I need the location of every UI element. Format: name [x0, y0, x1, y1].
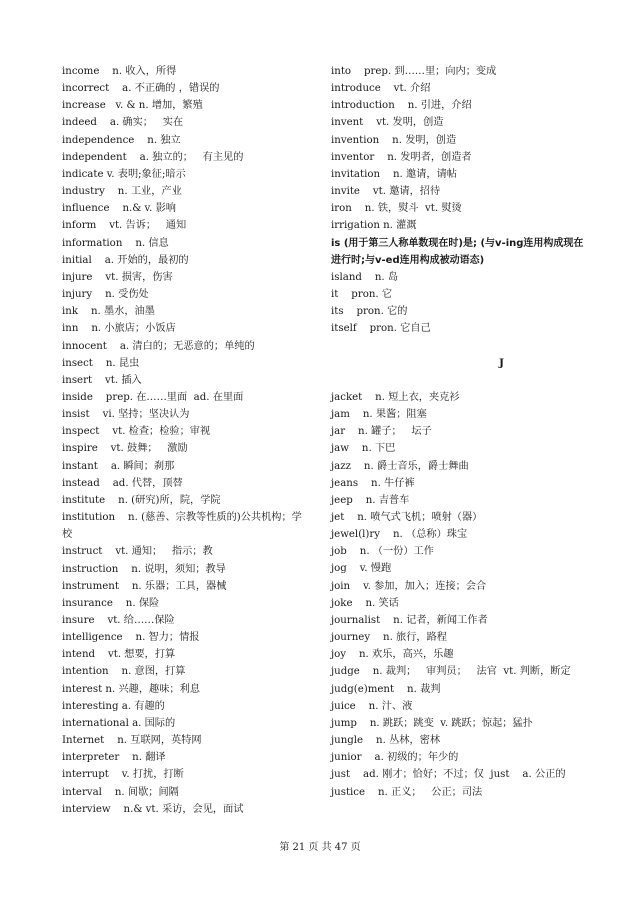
entry-just: just ad. 刚才；恰好；不过；仅 just a. 公正的 — [331, 769, 566, 781]
entry-jog: jog v. 慢跑 — [331, 563, 392, 575]
entry-jeans: jeans n. 牛仔裤 — [331, 477, 415, 489]
entry-institute: institute n. (研究)所，院，学院 — [62, 494, 221, 506]
entry-junior: junior a. 初级的；年少的 — [331, 752, 459, 764]
entry-independent: independent a. 独立的； 有主见的 — [62, 151, 244, 163]
entry-jewellry: jewel(l)ry n. （总称）珠宝 — [331, 529, 468, 541]
entry-indeed: indeed a. 确实； 实在 — [62, 117, 184, 129]
entry-justice: justice n. 正义； 公正；司法 — [331, 786, 483, 798]
entry-jungle: jungle n. 丛林，密林 — [331, 735, 441, 747]
entry-ink: ink n. 墨水，油墨 — [62, 306, 155, 318]
entry-inspire: inspire vt. 鼓舞； 激励 — [62, 443, 188, 455]
entry-inn: inn n. 小旅店；小饭店 — [62, 323, 176, 335]
entry-income: income n. 收入，所得 — [62, 66, 177, 77]
entry-jam: jam n. 果酱；阻塞 — [331, 409, 427, 421]
entry-insure: insure vt. 给……保险 — [62, 615, 175, 626]
section-heading-j: J — [499, 356, 504, 369]
entry-innocent: innocent a. 清白的；无恶意的；单纯的 — [62, 340, 255, 352]
entry-join: join v. 参加，加入；连接；会合 — [331, 580, 487, 592]
entry-jar: jar n. 罐子； 坛子 — [331, 426, 432, 438]
entry-invite: invite vt. 邀请，招待 — [331, 186, 441, 198]
entry-influence: influence n.& v. 影响 — [62, 203, 176, 215]
entry-job: job n. （一份）工作 — [331, 546, 434, 558]
entry-increase: increase v. & n. 增加，繁殖 — [62, 100, 203, 112]
entry-intend: intend vt. 想要，打算 — [62, 649, 176, 661]
entry-independence: independence n. 独立 — [62, 134, 181, 146]
entry-initial: initial a. 开始的，最初的 — [62, 254, 189, 266]
entry-invent: invent vt. 发明，创造 — [331, 117, 444, 129]
entry-jump: jump n. 跳跃；跳变 v. 跳跃；惊起；猛扑 — [331, 717, 533, 729]
entry-jacket: jacket n. 短上衣，夹克衫 — [331, 391, 460, 403]
entry-insist: insist vi. 坚持；坚决认为 — [62, 409, 190, 421]
entry-intention: intention n. 意图，打算 — [62, 666, 186, 678]
section-spacer — [331, 372, 593, 389]
entry-intelligence: intelligence n. 智力；情报 — [62, 632, 200, 644]
entry-inform: inform vt. 告诉； 通知 — [62, 220, 187, 232]
entry-industry: industry n. 工业，产业 — [62, 186, 182, 198]
entry-international: international a. 国际的 — [62, 717, 176, 729]
section-spacer — [331, 338, 593, 355]
entry-its: its pron. 它的 — [331, 306, 408, 318]
entry-interval: interval n. 间歇；间隔 — [62, 786, 179, 798]
right-column — [331, 63, 593, 801]
left-column — [62, 63, 312, 818]
entry-insert: insert vt. 插入 — [62, 374, 142, 386]
entry-invention: invention n. 发明，创造 — [331, 134, 457, 146]
entry-jeep: jeep n. 吉普车 — [331, 494, 410, 506]
entry-into: into prep. 到……里；向内；变成 — [331, 66, 497, 77]
entry-inspect: inspect vt. 检查；检验；审视 — [62, 426, 211, 438]
entry-interpreter: interpreter n. 翻译 — [62, 752, 166, 764]
entry-instruction: instruction n. 说明，须知；教导 — [62, 563, 226, 575]
entry-internet: Internet n. 互联网，英特网 — [62, 735, 202, 747]
entry-insurance: insurance n. 保险 — [62, 597, 160, 609]
entry-juice: juice n. 汁、液 — [331, 700, 413, 712]
entry-interest: interest n. 兴趣，趣味；利息 — [62, 683, 200, 695]
entry-jet: jet n. 喷气式飞机；喷射（器） — [331, 512, 483, 524]
entry-island: island n. 岛 — [331, 271, 399, 283]
entry-instant: instant a. 瞬间；刹那 — [62, 460, 175, 472]
entry-journalist: journalist n. 记者，新闻工作者 — [331, 614, 488, 626]
entry-joke: joke n. 笑话 — [331, 597, 399, 609]
entry-is: is (用于第三人称单数现在时)是; (与v-ing连用构成现在进行时;与v-ed连用构成被动语态) — [331, 237, 584, 266]
entry-institution: institution n. (慈善、宗教等性质的)公共机构；学校 — [62, 512, 302, 541]
entry-interrupt: interrupt v. 打扰，打断 — [62, 769, 184, 781]
entry-instruct: instruct vt. 通知； 指示；教 — [62, 546, 213, 558]
entry-injure: injure vt. 损害，伤害 — [62, 271, 173, 283]
entry-irrigation: irrigation n. 灌溉 — [331, 220, 417, 232]
entry-interesting: interesting a. 有趣的 — [62, 700, 165, 712]
entry-iron: iron n. 铁，熨斗 vt. 熨烫 — [331, 203, 462, 215]
entry-judgement: judg(e)ment n. 裁判 — [331, 683, 441, 695]
entry-insect: insect n. 昆虫 — [62, 357, 140, 369]
entry-itself: itself pron. 它自己 — [331, 323, 431, 335]
entry-introduce: introduce vt. 介绍 — [331, 83, 431, 95]
entry-inside: inside prep. 在……里面 ad. 在里面 — [62, 391, 244, 403]
entry-joy: joy n. 欢乐，高兴，乐趣 — [331, 649, 454, 661]
entry-invitation: invitation n. 邀请，请帖 — [331, 168, 457, 180]
entry-introduction: introduction n. 引进，介绍 — [331, 100, 472, 112]
entry-jaw: jaw n. 下巴 — [331, 443, 396, 455]
entry-instead: instead ad. 代替，顶替 — [62, 477, 183, 489]
entry-injury: injury n. 受伤处 — [62, 289, 149, 301]
entry-indicate: indicate v. 表明;象征;暗示 — [62, 168, 186, 180]
entry-instrument: instrument n. 乐器；工具，器械 — [62, 580, 227, 592]
entry-incorrect: incorrect a. 不正确的 ，错误的 — [62, 83, 220, 95]
entry-inventor: inventor n. 发明者，创造者 — [331, 151, 472, 163]
entry-information: information n. 信息 — [62, 237, 169, 249]
entry-interview: interview n.& vt. 采访，会见，面试 — [62, 803, 244, 815]
entry-judge: judge n. 裁判； 审判员； 法官 vt. 判断，断定 — [331, 666, 571, 678]
entry-it: it pron. 它 — [331, 289, 393, 301]
entry-jazz: jazz n. 爵士音乐，爵士舞曲 — [331, 460, 469, 472]
entry-journey: journey n. 旅行，路程 — [331, 632, 447, 644]
page-number-footer: 第 21 页 共 47 页 — [279, 842, 361, 853]
